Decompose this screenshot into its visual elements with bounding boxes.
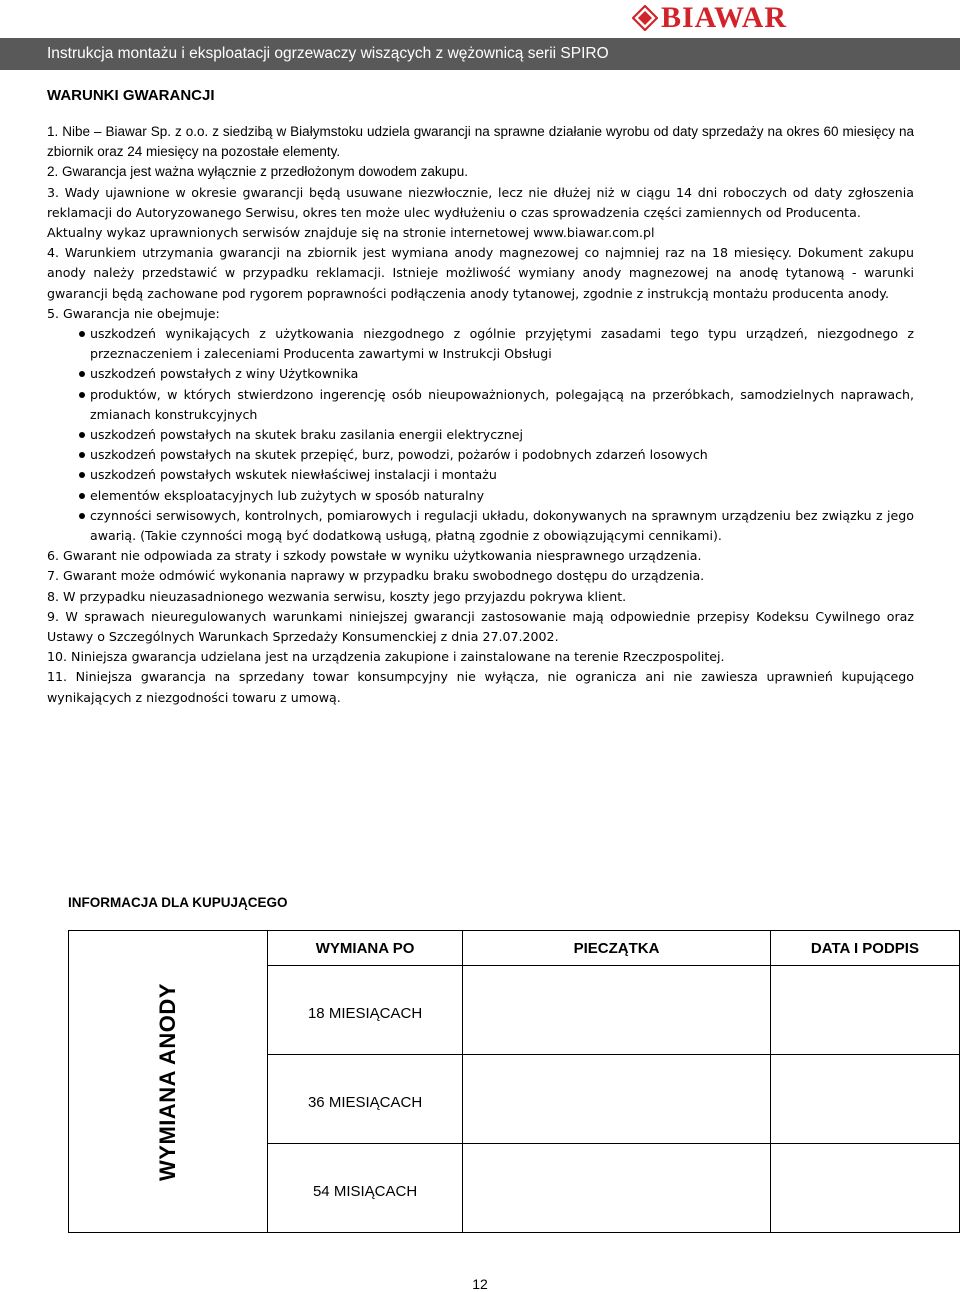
column-header-date-signature: DATA I PODPIS (770, 931, 959, 966)
row-label-36: 36 MIESIĄCACH (267, 1055, 462, 1144)
list-item: czynności serwisowych, kontrolnych, pomiarowych i regulacji układu, dokonywanych na sprawnym urządzeniu bez związku z jego awarią. (Takie czynności mogą być dodatkową usługą, płatną zgodnie z obowiązującymi cennikami). (47, 506, 914, 546)
brand-name: BIAWAR (661, 1, 788, 34)
warranty-item-8: 8. W przypadku nieuzasadnionego wezwania serwisu, koszty jego przyjazdu pokrywa klient. (47, 588, 627, 604)
page-number: 12 (472, 1276, 488, 1292)
anode-side-label-cell (69, 931, 268, 1233)
list-item: uszkodzeń powstałych z winy Użytkownika (47, 364, 914, 384)
list-item: uszkodzeń wynikających z użytkowania niezgodnego z ogólnie przyjętymi zasadami tego typu urządzeń, niezgodnego z przeznaczeniem i zaleceniami Producenta zawartymi w Instrukcji Obsługi (47, 324, 914, 364)
warranty-item-10: 10. Niniejsza gwarancja udzielana jest na urządzenia zakupione i zainstalowane na terenie Rzeczpospolitej. (47, 649, 725, 665)
list-item: produktów, w których stwierdzono ingerencję osób nieupoważnionych, polegającą na przeróbkach, samodzielnych naprawach, zmianach konstrukcyjnych (47, 385, 914, 425)
list-item: elementów eksploatacyjnych lub zużytych w sposób naturalny (47, 486, 914, 506)
column-header-stamp: PIECZĄTKA (463, 931, 771, 966)
warranty-item-11: 11. Niniejsza gwarancja na sprzedany towar konsumpcyjny nie wyłącza, nie ogranicza ani nie zawiesza uprawnień kupującego wynikających z niezgodności towaru z umową. (47, 669, 914, 705)
row-label-54: 54 MISIĄCACH (267, 1144, 462, 1233)
stamp-cell (463, 966, 771, 1055)
signature-cell (770, 966, 959, 1055)
warranty-item-9: 9. W sprawach nieuregulowanych warunkami niniejszej gwarancji zastosowanie mają odpowiednie przepisy Kodeksu Cywilnego oraz Ustawy o Szczególnych Warunkach Sprzedaży Konsumenckiej z dnia 27.07.2002. (47, 608, 914, 645)
list-item: uszkodzeń powstałych wskutek niewłaściwej instalacji i montażu (47, 465, 914, 485)
anode-side-label: WYMIANA ANODY (154, 982, 180, 1181)
warranty-title: WARUNKI GWARANCJI (47, 87, 215, 104)
warranty-item-7: 7. Gwarant może odmówić wykonania naprawy w przypadku braku swobodnego dostępu do urządzenia. (47, 568, 705, 584)
document-title-bar (0, 38, 960, 70)
anode-replacement-table (68, 930, 960, 1233)
row-label-18: 18 MIESIĄCACH (267, 966, 462, 1055)
brand-logo (632, 2, 787, 34)
exclusions-list (47, 324, 914, 546)
warranty-item-2: 2. Gwarancja jest ważna wyłącznie z przedłożonym dowodem zakupu. (47, 164, 468, 180)
signature-cell (770, 1055, 959, 1144)
warranty-item-1: 1. Nibe – Biawar Sp. z o.o. z siedzibą w Białymstoku udziela gwarancji na sprawne działanie wyrobu od daty sprzedaży na okres 60 miesięcy na zbiornik oraz 24 miesięcy na pozostałe elementy. (47, 124, 914, 160)
table-header-row (69, 931, 960, 966)
stamp-cell (463, 1144, 771, 1233)
column-header-replacement: WYMIANA PO (267, 931, 462, 966)
warranty-item-6: 6. Gwarant nie odpowiada za straty i szkody powstałe w wyniku użytkowania niesprawnego urządzenia. (47, 548, 702, 564)
buyer-info-title: INFORMACJA DLA KUPUJĄCEGO (68, 895, 288, 910)
logo-diamond-icon (632, 5, 658, 31)
list-item: uszkodzeń powstałych na skutek przepięć, burz, powodzi, pożarów i podobnych zdarzeń losowych (47, 445, 914, 465)
document-title: Instrukcja montażu i eksploatacji ogrzewaczy wiszących z wężownicą serii SPIRO (47, 45, 609, 62)
list-item: uszkodzeń powstałych na skutek braku zasilania energii elektrycznej (47, 425, 914, 445)
warranty-item-5: 5. Gwarancja nie obejmuje: (47, 305, 220, 321)
warranty-item-4: 4. Warunkiem utrzymania gwarancji na zbiornik jest wymiana anody magnezowej co najmniej raz na 18 miesięcy. Dokument zakupu anody należy przedstawić w przypadku reklamacji. Istnieje możliwość wymiany anody magnezowej na anodę tytanową - warunki gwarancji będą zachowane pod rygorem poprawności podłączenia anody tytanowej, zgodnie z instrukcją montażu producenta anody. (47, 245, 914, 301)
warranty-item-3: 3. Wady ujawnione w okresie gwarancji będą usuwane niezwłocznie, lecz nie dłużej niż w ciągu 14 dni roboczych od daty zgłoszenia reklamacji do Autoryzowanego Serwisu, okres ten może ulec wydłużeniu o czas sprowadzenia części zamiennych od Producenta. (47, 184, 914, 220)
stamp-cell (463, 1055, 771, 1144)
warranty-terms (47, 122, 914, 708)
signature-cell (770, 1144, 959, 1233)
warranty-item-3-services: Aktualny wykaz uprawnionych serwisów znajduje się na stronie internetowej www.biawar.com.pl (47, 225, 655, 241)
